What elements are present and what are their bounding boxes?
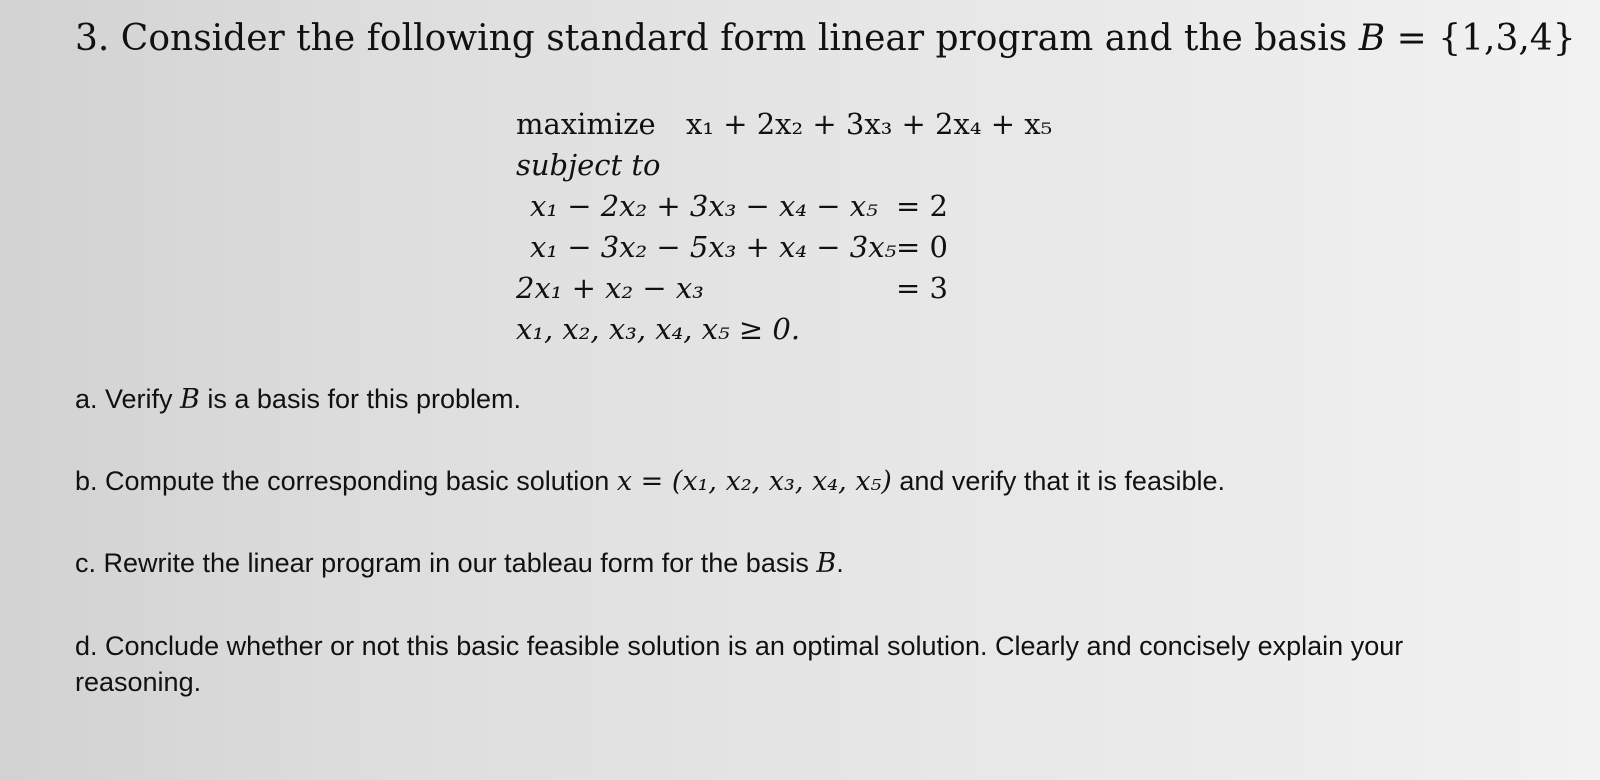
question-b	[75, 466, 1225, 497]
title-basis-set: = {1,3,4}	[1385, 18, 1576, 59]
question-a	[75, 384, 521, 415]
question-a-text-end: is a basis for this problem.	[199, 384, 522, 414]
objective-expression: x₁ + 2x₂ + 3x₃ + 2x₄ + x₅	[686, 107, 1053, 141]
question-b-text-end: and verify that it is feasible.	[891, 466, 1225, 496]
question-d: d. Conclude whether or not this basic feasible solution is an optimal solution. Clearly and concisely explain your reasoning.	[75, 631, 1404, 697]
objective-keyword: maximize	[516, 107, 656, 141]
question-a-text: a. Verify	[75, 384, 181, 414]
question-c-text: c. Rewrite the linear program in our tableau form for the basis	[75, 548, 817, 578]
constraint-rhs: = 2	[896, 189, 948, 223]
question-b-text: b. Compute the corresponding basic solution	[75, 466, 617, 496]
constraint-rhs: = 0	[896, 230, 948, 264]
problem-title	[75, 18, 1576, 59]
constraint-rhs: = 3	[896, 271, 948, 305]
nonnegativity-constraint: x₁, x₂, x₃, x₄, x₅ ≥ 0.	[516, 312, 801, 346]
question-c-variable: B	[816, 548, 837, 579]
question-a-variable: B	[180, 384, 200, 415]
question-c-text-end: .	[836, 548, 844, 578]
constraint-lhs: 2x₁ + x₂ − x₃	[516, 271, 704, 305]
title-text: 3. Consider the following standard form linear program and the basis	[75, 18, 1359, 59]
question-b-math: x = (x₁, x₂, x₃, x₄, x₅)	[616, 466, 892, 497]
constraint-lhs: x₁ − 3x₂ − 5x₃ + x₄ − 3x₅	[530, 230, 897, 264]
question-c	[75, 548, 844, 579]
title-basis-variable: B	[1358, 18, 1386, 59]
constraint-lhs: x₁ − 2x₂ + 3x₃ − x₄ − x₅	[530, 189, 878, 223]
subject-to-label: subject to	[516, 148, 661, 182]
